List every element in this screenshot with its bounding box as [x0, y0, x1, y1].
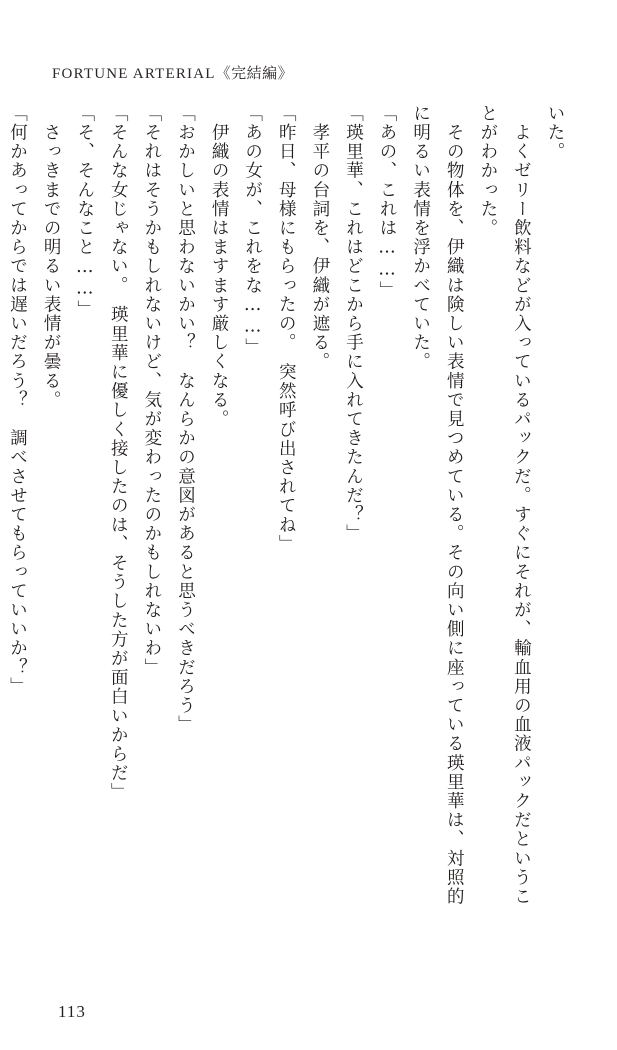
paragraph: 「そ、そんなこと……」 [74, 104, 95, 320]
paragraph: 「それはそうかもしれないけど、気が変わったのかもしれないわ」 [141, 104, 162, 677]
paragraph: 「そんな女じゃない。 瑛里華に優しく接したのは、そうした方が面白いからだ」 [108, 104, 129, 802]
paragraph: 「瑛里華、これはどこから手に入れてきたんだ？」 [343, 104, 364, 544]
paragraph: その物体を、伊織は険しい表情で見つめている。その向い側に座っている瑛里華は、対照的 [444, 104, 465, 907]
running-header [52, 62, 293, 83]
paragraph: 孝平の台詞を、伊織が遮る。 [309, 104, 330, 372]
paragraph: 「おかしいと思わないかい？ なんらかの意図があると思うべきだろう」 [175, 104, 196, 735]
body-text-vertical [7, 104, 571, 934]
paragraph: 「あの、これは……」 [377, 104, 398, 300]
paragraph: よくゼリー飲料などが入っているパックだ。すぐにそれが、輸血用の血液パックだというこ [511, 104, 532, 907]
paragraph: さっきまでの明るい表情が曇る。 [41, 104, 62, 410]
paragraph: 「昨日、母様にもらったの。 突然呼び出されてね」 [276, 104, 297, 554]
paragraph: いた。 [545, 104, 565, 162]
paragraph: とがわかった。 [477, 104, 498, 238]
header-subtitle: 《完結編》 [215, 66, 294, 82]
paragraph: 伊織の表情はますます厳しくなる。 [209, 104, 230, 429]
paragraph: 「何かあってからでは遅いだろう？ 調べさせてもらっていいか？」 [7, 104, 28, 697]
page-number: 113 [58, 1002, 86, 1021]
header-brand: FORTUNE ARTERIAL [52, 66, 216, 82]
paragraph: 「あの女が、これをな……」 [242, 104, 263, 358]
paragraph: に明るい表情を浮かべていた。 [410, 104, 431, 372]
